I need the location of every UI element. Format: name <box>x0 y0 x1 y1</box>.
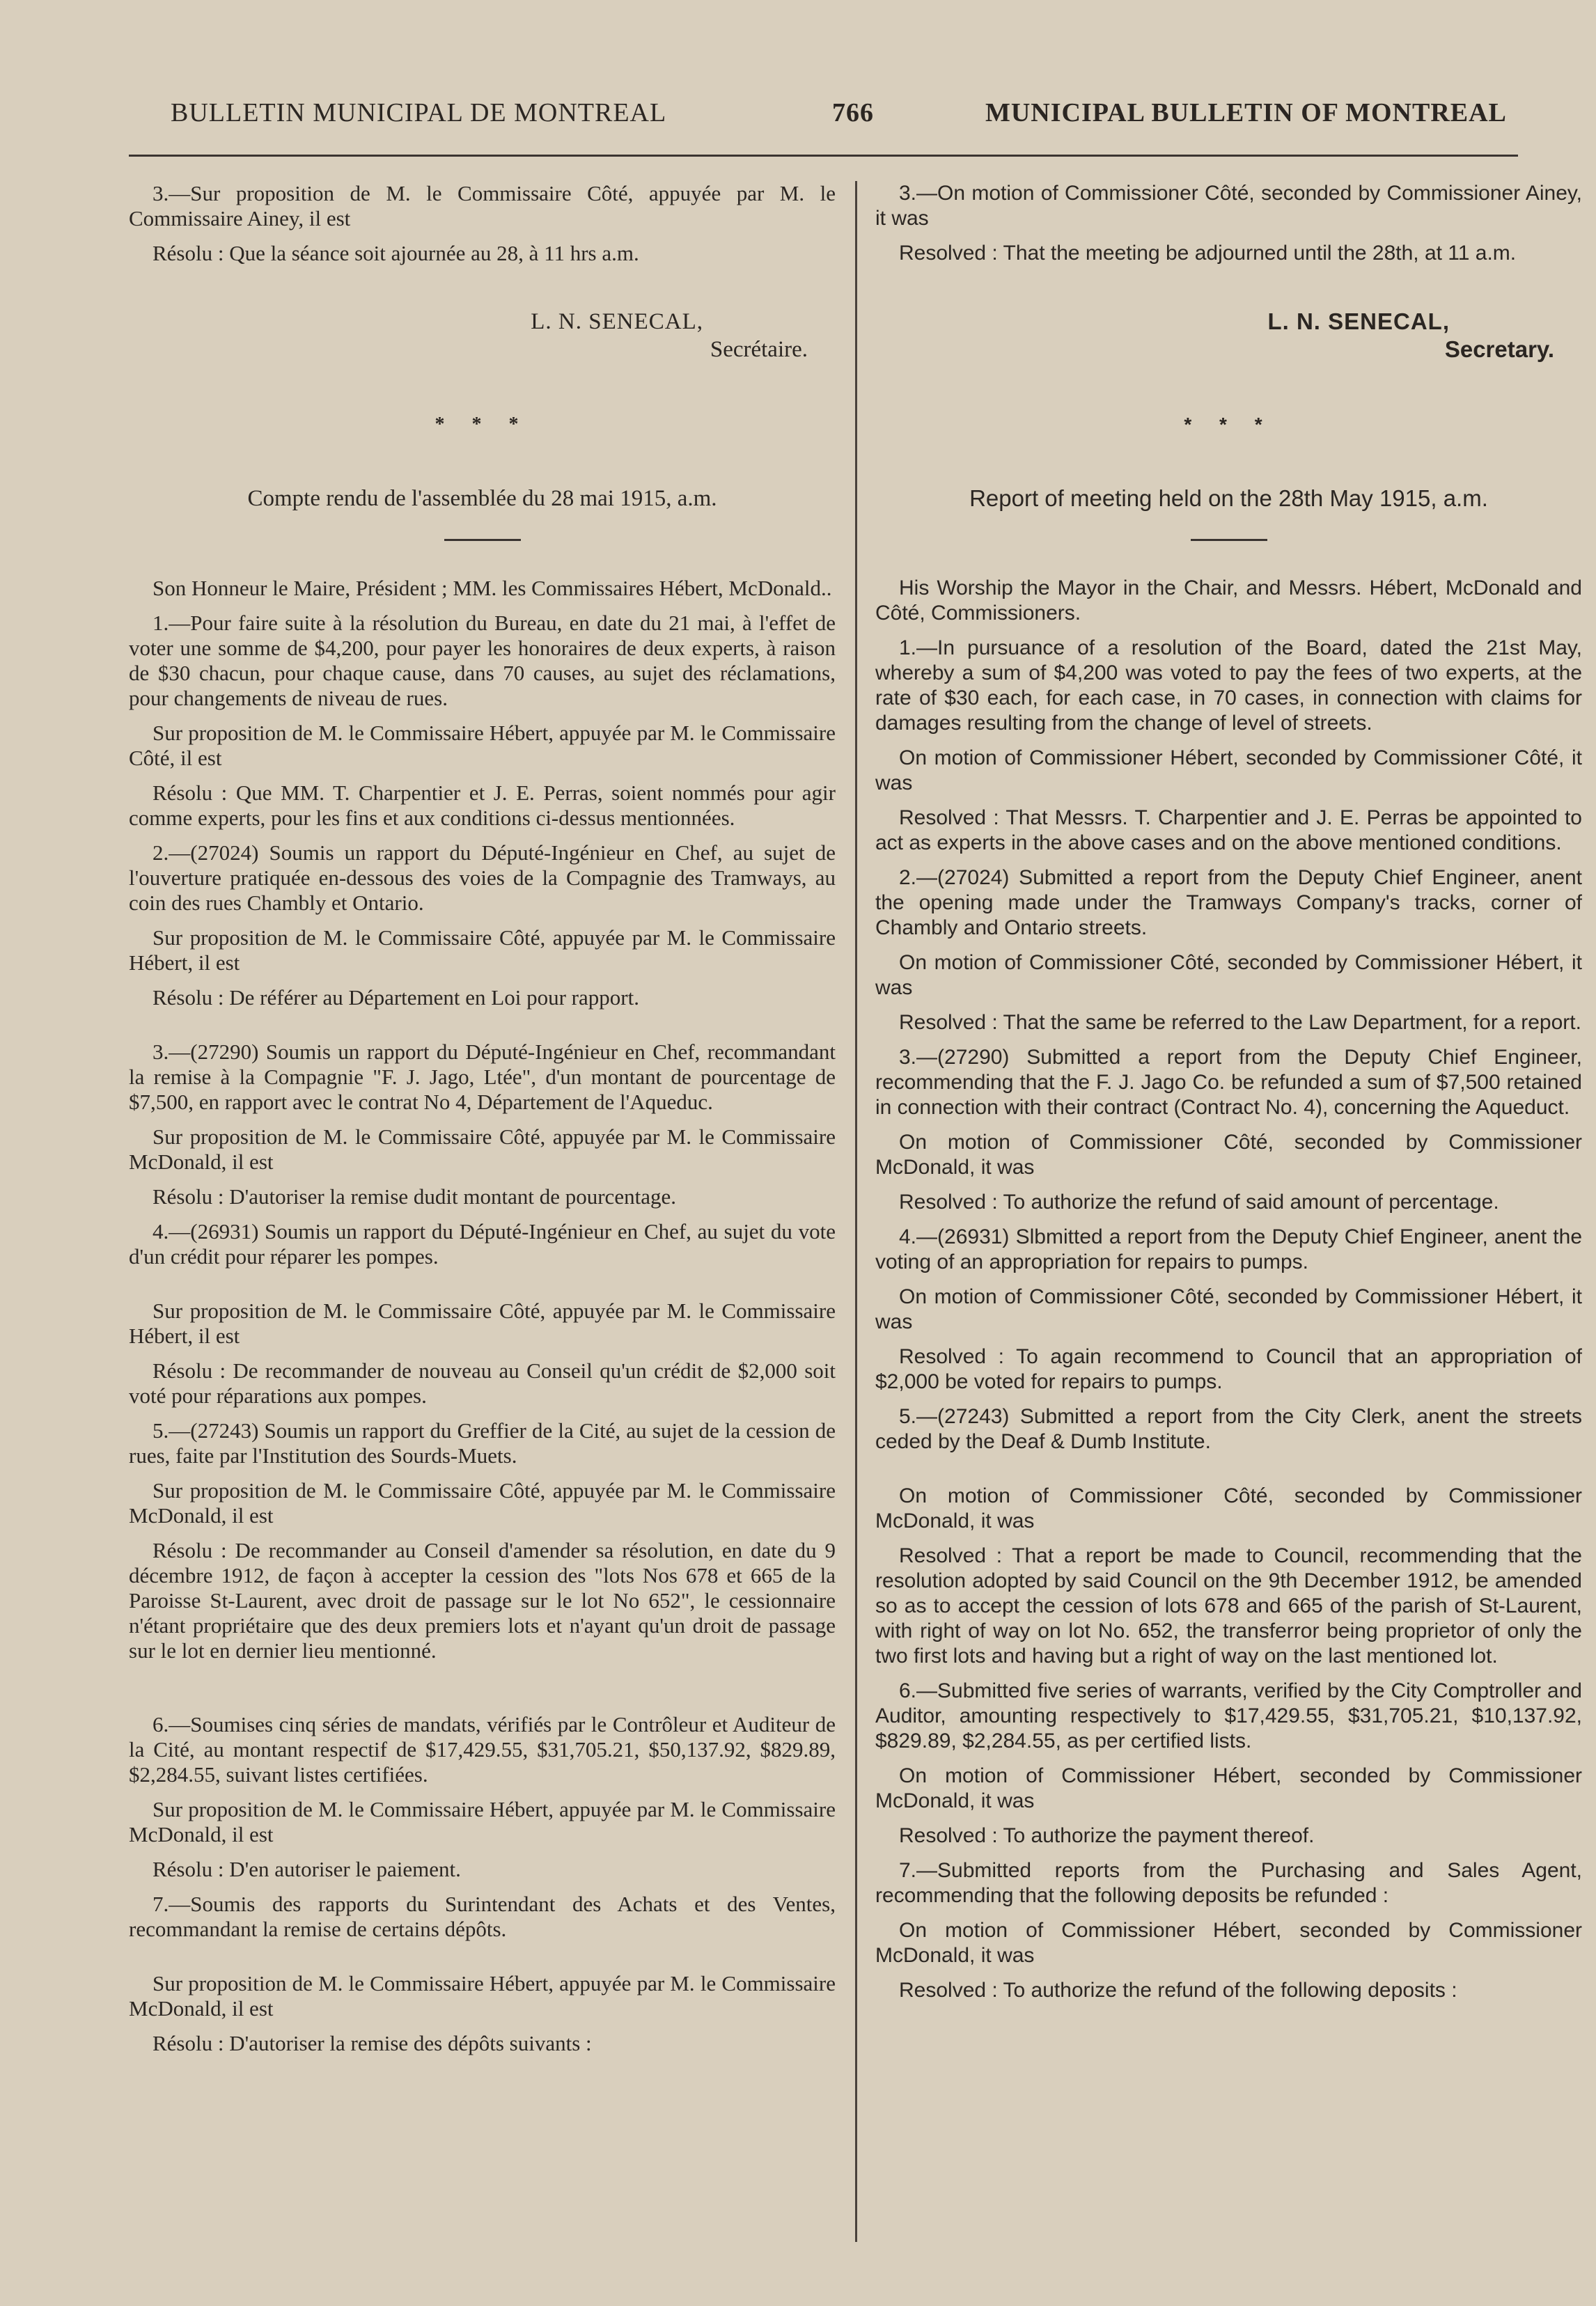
en-item-6-resolution: Resolved : To authorize the payment thereof. <box>899 1824 1315 1847</box>
page-number: 766 <box>832 98 874 127</box>
en-signature-name: L. N. SENECAL, <box>1267 308 1450 334</box>
en-item-4-motion: On motion of Commissioner Côté, seconded by Commissioner Hébert, it was <box>875 1285 1582 1333</box>
french-column <box>129 181 836 2066</box>
fr-resolution-adjourn: Résolu : Que la séance soit ajournée au 28, à 11 hrs a.m. <box>152 241 639 265</box>
en-item-7-motion: On motion of Commissioner Hébert, seconded by Commissioner McDonald, it was <box>875 1919 1582 1967</box>
en-item-1-resolution: Resolved : That Messrs. T. Charpentier and J. E. Perras be appointed to act as experts in the above cases and on the above mentioned conditions. <box>875 806 1582 854</box>
en-item-4: 4.—(26931) Slbmitted a report from the Deputy Chief Engineer, anent the voting of an appropriation for repairs to pumps. <box>875 1225 1582 1273</box>
fr-item-6: 6.—Soumises cinq séries de mandats, vérifiés par le Contrôleur et Auditeur de la Cité, au montant respectif de $17,429.55, $31,705.21, $50,137.92, $829.89, $2,284.55, suivant listes certifiées. <box>129 1712 836 1787</box>
en-item-6: 6.—Submitted five series of warrants, verified by the City Comptroller and Auditor, amounting respectively to $17,429.55, $31,705.21, $10,137.92, $829.89, $2,284.55, as per certified lists. <box>875 1679 1582 1752</box>
fr-item-2-resolution: Résolu : De référer au Département en Loi pour rapport. <box>152 985 639 1010</box>
en-item-4-resolution: Resolved : To again recommend to Council that an appropriation of $2,000 be voted for repairs to pumps. <box>875 1345 1582 1393</box>
fr-item-4: 4.—(26931) Soumis un rapport du Député-Ingénieur en Chef, au sujet du vote d'un crédit pour réparer les pompes. <box>129 1219 836 1269</box>
en-item-3-resolution: Resolved : To authorize the refund of said amount of percentage. <box>899 1191 1499 1214</box>
fr-item-1-resolution: Résolu : Que MM. T. Charpentier et J. E. Perras, soient nommés pour agir comme experts, pour les fins et aux conditions ci-dessus mentionnées. <box>129 781 836 830</box>
fr-item-6-motion: Sur proposition de M. le Commissaire Hébert, appuyée par M. le Commissaire McDonald, il est <box>129 1797 836 1846</box>
fr-item-5-resolution: Résolu : De recommander au Conseil d'amender sa résolution, en date du 9 décembre 1912, de façon à accepter la cession des "lots Nos 678 et 665 de la Paroisse St-Laurent, avec droit de passage sur le lot No 652", le cessionnaire n'étant propriétaire que des deux premiers lots et n'ayant qu'un droit de passage sur le lot en dernier lieu mentionné. <box>129 1538 836 1663</box>
en-report-title: Report of meeting held on the 28th May 1915, a.m. <box>969 485 1488 511</box>
fr-item-3: 3.—(27290) Soumis un rapport du Député-Ingénieur en Chef, recommandant la remise à la Compagnie "F. J. Jago, Ltée", d'un montant de pourcentage de $7,500, en rapport avec le contrat No 4, Département de l'Aqueduc. <box>129 1040 836 1114</box>
en-item-2-motion: On motion of Commissioner Côté, seconded by Commissioner Hébert, it was <box>875 951 1582 999</box>
en-item-1-motion: On motion of Commissioner Hébert, seconded by Commissioner Côté, it was <box>875 746 1582 794</box>
english-column <box>875 181 1582 2013</box>
fr-attendance: Son Honneur le Maire, Président ; MM. les Commissaires Hébert, McDonald.. <box>152 576 832 600</box>
en-attendance: His Worship the Mayor in the Chair, and Messrs. Hébert, McDonald and Côté, Commissioners. <box>875 576 1582 625</box>
fr-report-title: Compte rendu de l'assemblée du 28 mai 1915, a.m. <box>247 486 717 511</box>
fr-item-5: 5.—(27243) Soumis un rapport du Greffier de la Cité, au sujet de la cession de rues, faite par l'Institution des Sourds-Muets. <box>129 1418 836 1468</box>
en-resolution-adjourn: Resolved : That the meeting be adjourned until the 28th, at 11 a.m. <box>899 242 1517 265</box>
en-item-5-resolution: Resolved : That a report be made to Council, recommending that the resolution adopted by said Council on the 9th December 1912, be amended so as to accept the cession of lots 678 and 665 of the parish of St-Laurent, with right of way on lot No. 652, the transferror being proprietor of only the two first lots and having but a right of way on the last mentioned lot. <box>875 1544 1582 1668</box>
en-item-3: 3.—(27290) Submitted a report from the Deputy Chief Engineer, recommending that the F. J. Jago Co. be refunded a sum of $7,500 retained in connection with their contract (Contract No. 4), concerning the Aqueduct. <box>875 1046 1582 1119</box>
en-section-separator: * * * <box>1184 414 1274 435</box>
fr-item-4-motion: Sur proposition de M. le Commissaire Côté, appuyée par M. le Commissaire Hébert, il est <box>129 1299 836 1348</box>
column-divider <box>855 181 857 2242</box>
en-item-2: 2.—(27024) Submitted a report from the Deputy Chief Engineer, anent the opening made under the Tramways Company's tracks, corner of Chambly and Ontario streets. <box>875 866 1582 939</box>
en-signature-title: Secretary. <box>1444 336 1554 362</box>
fr-item-2: 2.—(27024) Soumis un rapport du Député-Ingénieur en Chef, au sujet de l'ouverture pratiquée en-dessous des voies de la Compagnie des Tramways, au coin des rues Chambly et Ontario. <box>129 840 836 915</box>
fr-item-3-resolution: Résolu : D'autoriser la remise dudit montant de pourcentage. <box>152 1184 676 1209</box>
fr-signature <box>129 308 808 363</box>
fr-item-4-resolution: Résolu : De recommander de nouveau au Conseil qu'un crédit de $2,000 soit voté pour réparations aux pompes. <box>129 1358 836 1408</box>
header-english-title: MUNICIPAL BULLETIN OF MONTREAL <box>985 98 1507 127</box>
fr-signature-name: L. N. SENECAL, <box>531 309 703 334</box>
en-item-6-motion: On motion of Commissioner Hébert, seconded by Commissioner McDonald, it was <box>875 1764 1582 1812</box>
fr-signature-title: Secrétaire. <box>710 337 808 362</box>
fr-item-7-resolution: Résolu : D'autoriser la remise des dépôts suivants : <box>152 2031 592 2055</box>
fr-motion-adjourn: 3.—Sur proposition de M. le Commissaire Côté, appuyée par M. le Commissaire Ainey, il est <box>129 181 836 230</box>
header-rule <box>129 155 1518 157</box>
fr-item-3-motion: Sur proposition de M. le Commissaire Côté, appuyée par M. le Commissaire McDonald, il est <box>129 1124 836 1174</box>
en-item-5: 5.—(27243) Submitted a report from the City Clerk, anent the streets ceded by the Deaf & Dumb Institute. <box>875 1405 1582 1453</box>
en-motion-adjourn: 3.—On motion of Commissioner Côté, seconded by Commissioner Ainey, it was <box>875 182 1582 230</box>
running-head <box>129 97 1515 132</box>
en-item-2-resolution: Resolved : That the same be referred to the Law Department, for a report. <box>899 1011 1581 1034</box>
fr-title-rule <box>444 539 521 541</box>
en-item-7: 7.—Submitted reports from the Purchasing and Sales Agent, recommending that the following deposits be refunded : <box>875 1859 1582 1907</box>
en-item-5-motion: On motion of Commissioner Côté, seconded by Commissioner McDonald, it was <box>875 1484 1582 1532</box>
en-item-1: 1.—In pursuance of a resolution of the Board, dated the 21st May, whereby a sum of $4,200 was voted to pay the fees of two experts, at the rate of $30 each, for each case, in 70 cases, in connection with claims for damages resulting from the change of level of streets. <box>875 636 1582 735</box>
fr-item-7-motion: Sur proposition de M. le Commissaire Hébert, appuyée par M. le Commissaire McDonald, il est <box>129 1971 836 2021</box>
fr-item-1-motion: Sur proposition de M. le Commissaire Hébert, appuyée par M. le Commissaire Côté, il est <box>129 721 836 770</box>
header-french-title: BULLETIN MUNICIPAL DE MONTREAL <box>171 98 667 127</box>
en-item-3-motion: On motion of Commissioner Côté, seconded by Commissioner McDonald, it was <box>875 1131 1582 1179</box>
fr-item-2-motion: Sur proposition de M. le Commissaire Côté, appuyée par M. le Commissaire Hébert, il est <box>129 925 836 975</box>
en-item-7-resolution: Resolved : To authorize the refund of the following deposits : <box>899 1979 1457 2002</box>
fr-item-6-resolution: Résolu : D'en autoriser le paiement. <box>152 1857 461 1881</box>
en-title-rule <box>1191 539 1267 541</box>
fr-item-7: 7.—Soumis des rapports du Surintendant des Achats et des Ventes, recommandant la remise de certains dépôts. <box>129 1892 836 1941</box>
fr-section-separator: * * * <box>435 414 530 435</box>
fr-item-5-motion: Sur proposition de M. le Commissaire Côté, appuyée par M. le Commissaire McDonald, il est <box>129 1478 836 1528</box>
fr-item-1: 1.—Pour faire suite à la résolution du Bureau, en date du 21 mai, à l'effet de voter une somme de $4,200, pour payer les honoraires de deux experts, à raison de $30 chacun, pour chaque cause, dans 70 causes, au sujet des réclamations, pour changements de niveau de rues. <box>129 611 836 710</box>
en-signature <box>875 308 1554 363</box>
